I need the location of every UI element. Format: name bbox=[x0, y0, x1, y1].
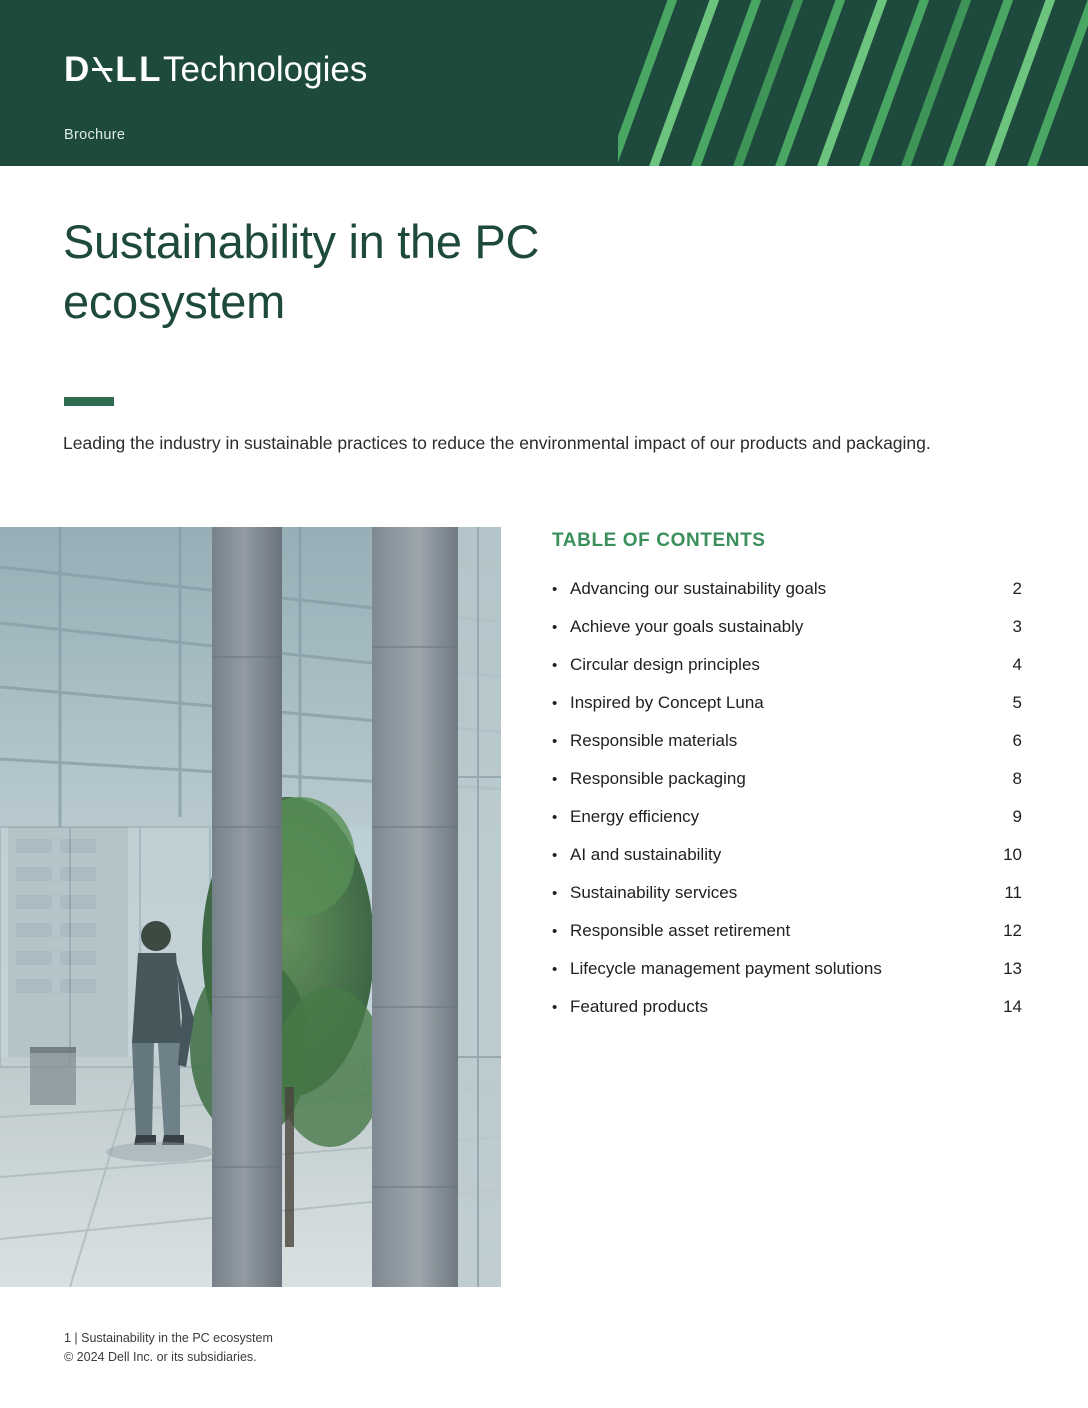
toc-heading: TABLE OF CONTENTS bbox=[552, 530, 766, 551]
toc-item-page: 5 bbox=[1012, 693, 1022, 712]
toc-item-label: Responsible packaging bbox=[570, 769, 746, 788]
toc-item-featured-products[interactable] bbox=[552, 988, 1022, 1026]
footer-copyright: © 2024 Dell Inc. or its subsidiaries. bbox=[64, 1350, 257, 1365]
page-title: Sustainability in the PC ecosystem bbox=[63, 215, 540, 328]
toc-item-energy-efficiency[interactable] bbox=[552, 798, 1022, 836]
bullet-icon: • bbox=[552, 657, 558, 674]
toc-item-responsible-materials[interactable] bbox=[552, 722, 1022, 760]
toc-item-label: Circular design principles bbox=[570, 655, 760, 674]
footer-page-and-title: 1 | Sustainability in the PC ecosystem bbox=[64, 1331, 273, 1345]
document-type-label: Brochure bbox=[64, 127, 126, 143]
dell-technologies-logo bbox=[64, 50, 367, 90]
bullet-icon: • bbox=[552, 923, 558, 940]
toc-item-page: 2 bbox=[1012, 579, 1022, 598]
toc-item-label: AI and sustainability bbox=[570, 845, 722, 864]
bullet-icon: • bbox=[552, 809, 558, 826]
toc-item-label: Sustainability services bbox=[570, 883, 738, 902]
toc-item-label: Featured products bbox=[570, 997, 708, 1016]
toc-item-page: 4 bbox=[1012, 655, 1022, 674]
toc-item-label: Inspired by Concept Luna bbox=[570, 693, 764, 712]
logo-technologies-text: Technologies bbox=[163, 50, 368, 89]
toc-item-label: Achieve your goals sustainably bbox=[570, 617, 804, 636]
bullet-icon: • bbox=[552, 695, 558, 712]
table-of-contents bbox=[552, 530, 1022, 1026]
toc-item-circular-design-principles[interactable] bbox=[552, 646, 1022, 684]
bullet-icon: • bbox=[552, 847, 558, 864]
decorative-stripes bbox=[618, 0, 1088, 166]
toc-item-responsible-asset-retirement[interactable] bbox=[552, 912, 1022, 950]
page-subtitle: Leading the industry in sustainable practices to reduce the environmental impact of our products and packaging. bbox=[63, 433, 931, 453]
toc-item-page: 10 bbox=[1003, 845, 1022, 864]
title-divider-rule bbox=[64, 397, 114, 406]
toc-item-label: Responsible asset retirement bbox=[570, 921, 791, 940]
toc-item-page: 3 bbox=[1012, 617, 1022, 636]
bullet-icon: • bbox=[552, 581, 558, 598]
toc-item-page: 8 bbox=[1012, 769, 1022, 788]
cover-photo-illustration bbox=[0, 527, 501, 1287]
toc-item-page: 13 bbox=[1003, 959, 1022, 978]
bullet-icon: • bbox=[552, 771, 558, 788]
toc-item-achieve-your-goals-sustainably[interactable] bbox=[552, 608, 1022, 646]
bullet-icon: • bbox=[552, 999, 558, 1016]
page-footer bbox=[64, 1329, 273, 1366]
toc-item-page: 14 bbox=[1003, 997, 1022, 1016]
toc-item-sustainability-services[interactable] bbox=[552, 874, 1022, 912]
bullet-icon: • bbox=[552, 733, 558, 750]
toc-item-ai-and-sustainability[interactable] bbox=[552, 836, 1022, 874]
toc-item-label: Energy efficiency bbox=[570, 807, 700, 826]
toc-item-lifecycle-management-payment-solutions[interactable] bbox=[552, 950, 1022, 988]
toc-item-responsible-packaging[interactable] bbox=[552, 760, 1022, 798]
logo-dell-text: D⍀LL bbox=[64, 50, 164, 89]
toc-item-page: 9 bbox=[1012, 807, 1022, 826]
toc-item-label: Responsible materials bbox=[570, 731, 738, 750]
header-band bbox=[0, 0, 1088, 166]
toc-item-label: Advancing our sustainability goals bbox=[570, 579, 827, 598]
toc-item-page: 6 bbox=[1012, 731, 1022, 750]
bullet-icon: • bbox=[552, 885, 558, 902]
cover-photo bbox=[0, 527, 501, 1287]
bullet-icon: • bbox=[552, 619, 558, 636]
toc-item-advancing-our-sustainability-goals[interactable] bbox=[552, 570, 1022, 608]
bullet-icon: • bbox=[552, 961, 558, 978]
toc-item-inspired-by-concept-luna[interactable] bbox=[552, 684, 1022, 722]
toc-item-page: 12 bbox=[1003, 921, 1022, 940]
toc-item-label: Lifecycle management payment solutions bbox=[570, 959, 882, 978]
toc-item-page: 11 bbox=[1004, 883, 1022, 902]
